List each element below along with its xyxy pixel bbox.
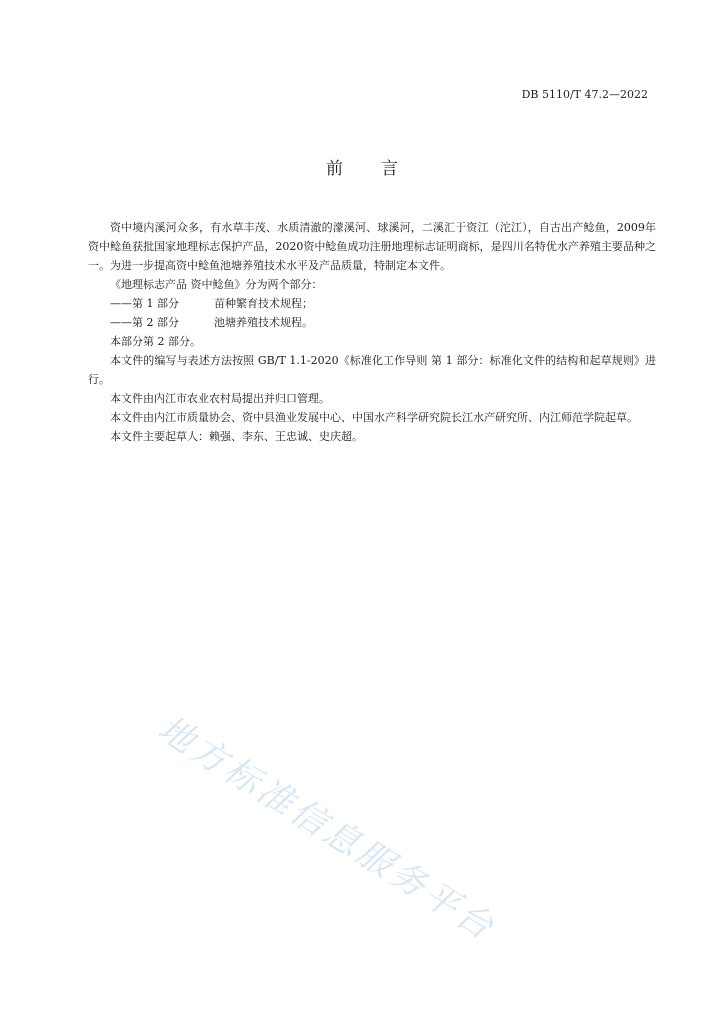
drafting-units-paragraph: 本文件由内江市质量协会、资中县渔业发展中心、中国水产科学研究院长江水产研究所、内江师范学院起草。 <box>110 411 638 424</box>
foreword-body <box>88 218 656 446</box>
drafting-rule-paragraph: 本文件的编写与表述方法按照 GB/T 1.1-2020《标准化工作导则 第 1 部分：标准化文件的结构和起草规则》进行。 <box>88 354 656 386</box>
part-list-item <box>88 294 656 313</box>
proposer-paragraph: 本文件由内江市农业农村局提出并归口管理。 <box>110 392 330 405</box>
part-label: ——第 2 部分 <box>110 316 179 329</box>
title-char-1: 前 <box>326 159 343 179</box>
part-title: 池塘养殖技术规程。 <box>214 316 313 329</box>
watermark-text: 地方标准信息服务平台 <box>150 708 503 950</box>
drafters-paragraph: 本文件主要起草人：赖强、李东、王忠诚、史庆超。 <box>110 430 363 443</box>
page-title <box>0 154 724 179</box>
document-code: DB 5110/T 47.2—2022 <box>521 88 648 101</box>
part-label: ——第 1 部分 <box>110 297 179 310</box>
current-part-paragraph: 本部分第 2 部分。 <box>110 335 201 348</box>
title-char-2: 言 <box>381 159 398 179</box>
parts-intro-paragraph: 《地理标志产品 资中鲶鱼》分为两个部分： <box>110 278 323 291</box>
intro-paragraph: 资中境内溪河众多，有水草丰茂、水质清澈的濛溪河、球溪河，二溪汇于资江（沱江），自古出产鲶鱼，2009年资中鲶鱼获批国家地理标志保护产品，2020资中鲶鱼成功注册地理标志证明商标，是四川名特优水产养殖主要品种之一。为进一步提高资中鲶鱼池塘养殖技术水平及产品质量，特制定本文件。 <box>88 221 656 272</box>
part-title: 苗种繁育技术规程； <box>214 297 313 310</box>
part-list-item <box>88 313 656 332</box>
